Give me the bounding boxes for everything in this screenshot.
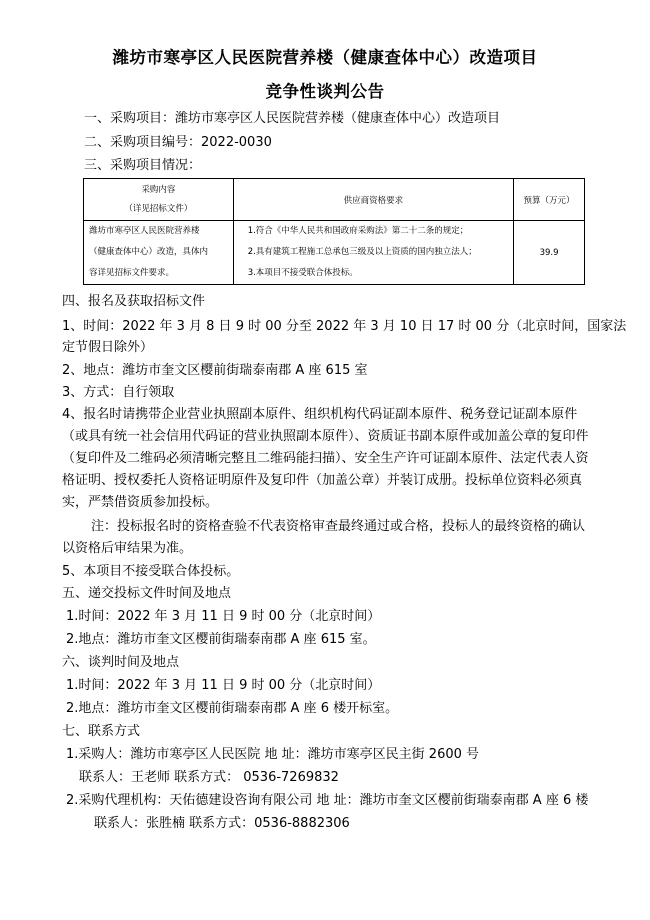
agent-contact: 联系人：张胜楠 联系方式：0536-8882306 <box>94 816 350 831</box>
content-line-1: 潍坊市寒亭区人民医院营养楼 <box>89 226 200 236</box>
submission-place: 2.地点：潍坊市奎文区樱前街瑞泰南郡 A 座 615 室。 <box>66 632 376 647</box>
buyer-info: 1.采购人：潍坊市寒亭区人民医院 地 址：潍坊市寒亭区民主街 2600 号 <box>66 747 480 762</box>
section-7-heading: 七、联系方式 <box>62 724 141 739</box>
table-cell-content <box>84 221 234 285</box>
table-header-budget: 预算（万元） <box>514 179 585 221</box>
title-line-2: 竞争性谈判公告 <box>265 82 385 101</box>
required-docs-line-3: （复印件及二维码必须清晰完整且二维码能扫描）、安全生产许可证副本原件、法定代表人资 <box>62 451 589 466</box>
requirement-3: 3.本项目不接受联合体投标。 <box>247 268 358 278</box>
table-cell-budget: 39.9 <box>514 221 585 285</box>
note-line-1: 注：投标报名时的资格查验不代表资格审查最终通过或合格，投标人的最终资格的确认 <box>91 519 586 534</box>
required-docs-line-2: （或具有统一社会信用代码证的营业执照副本原件）、资质证书副本原件或加盖公章的复印件 <box>62 429 589 444</box>
negotiation-time: 1.时间：2022 年 3 月 11 日 9 时 00 分（北京时间） <box>66 678 381 693</box>
table-header-row <box>84 179 585 221</box>
negotiation-place: 2.地点：潍坊市奎文区樱前街瑞泰南郡 A 座 6 楼开标室。 <box>66 701 399 716</box>
submission-time: 1.时间：2022 年 3 月 11 日 9 时 00 分（北京时间） <box>66 609 381 624</box>
buyer-contact: 联系人：王老师 联系方式： 0536-7269832 <box>79 770 339 785</box>
no-consortium-note: 5、本项目不接受联合体投标。 <box>62 564 240 579</box>
content-line-2: （健康查体中心）改造，具体内 <box>89 247 209 257</box>
project-situation-heading: 三、采购项目情况： <box>84 158 202 173</box>
note-line-2: 以资格后审结果为准。 <box>62 541 193 556</box>
requirement-2: 2.具有建筑工程施工总承包三级及以上资质的国内独立法人； <box>247 247 477 257</box>
table-header-requirements: 供应商资格要求 <box>233 179 513 221</box>
registration-time-line-2: 定节假日除外） <box>62 340 154 355</box>
section-4-heading: 四、报名及获取招标文件 <box>62 294 206 309</box>
content-line-3: 容详见招标文件要求。 <box>89 268 175 278</box>
agent-info: 2.采购代理机构：天佑德建设咨询有限公司 地 址：潍坊市奎文区樱前街瑞泰南郡 A 座 6 楼 <box>66 793 589 808</box>
table-cell-requirements <box>233 221 513 285</box>
title-line-1: 潍坊市寒亭区人民医院营养楼（健康查体中心）改造项目 <box>112 48 538 67</box>
section-6-heading: 六、谈判时间及地点 <box>62 655 180 670</box>
project-number: 二、采购项目编号：2022-0030 <box>84 135 272 150</box>
procurement-table <box>83 178 585 285</box>
registration-method: 3、方式：自行领取 <box>62 385 175 400</box>
procurement-project: 一、采购项目：潍坊市寒亭区人民医院营养楼（健康查体中心）改造项目 <box>84 111 501 126</box>
required-docs-line-5: 实，严禁借资质参加投标。 <box>62 495 219 510</box>
required-docs-line-4: 格证明、授权委托人资格证明原件及复印件（加盖公章）并装订成册。投标单位资料必须真 <box>62 473 583 488</box>
table-row <box>84 221 585 285</box>
registration-place: 2、地点：潍坊市奎文区樱前街瑞泰南郡 A 座 615 室 <box>62 363 368 378</box>
table-header-content <box>84 179 234 221</box>
header-content-line-2: （详见招标文件） <box>124 203 193 214</box>
required-docs-line-1: 4、报名时请携带企业营业执照副本原件、组织机构代码证副本原件、税务登记证副本原件 <box>62 407 578 422</box>
section-5-heading: 五、递交投标文件时间及地点 <box>62 586 232 601</box>
header-content-line-1: 采购内容 <box>141 184 176 195</box>
registration-time-line-1: 1、时间：2022 年 3 月 8 日 9 时 00 分至 2022 年 3 月 10 日 17 时 00 分（北京时间，国家法 <box>62 319 627 334</box>
requirement-1: 1.符合《中华人民共和国政府采购法》第二十二条的规定； <box>247 226 469 236</box>
